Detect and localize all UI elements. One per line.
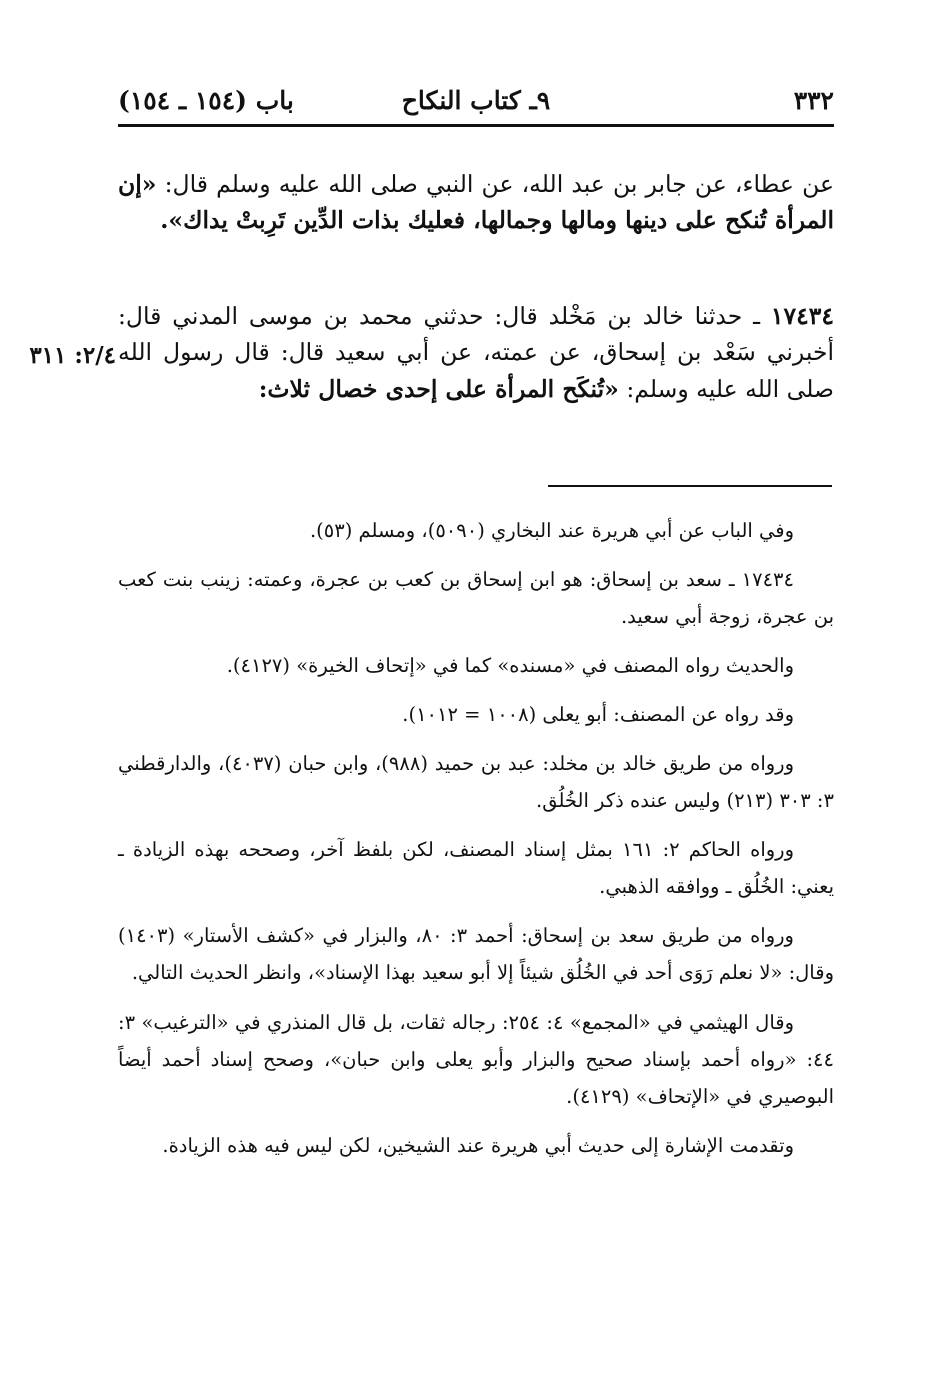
running-header: [118, 84, 834, 124]
hadith-continuation: [118, 166, 834, 239]
book-title: ٩ـ كتاب النكاح: [401, 86, 551, 115]
hadith-intro-text: عن عطاء، عن جابر بن عبد الله، عن النبي صلى الله عليه وسلم قال:: [156, 170, 834, 198]
margin-reference: ٢/٤: ٣١١: [29, 342, 116, 369]
footnotes: [118, 512, 834, 1176]
chapter-heading: باب (١٥٤ ـ ١٥٤): [118, 86, 294, 115]
footnote-paragraph: وقد رواه عن المصنف: أبو يعلى (١٠٠٨ = ١٠١٢).: [402, 703, 794, 727]
footnote-paragraph: ورواه من طريق خالد بن مخلد: عبد بن حميد (٩٨٨)، وابن حبان (٤٠٣٧)، والدارقطني ٣: ٣٠٣ (٢١٣) وليس عنده ذكر الخُلُق.: [118, 752, 834, 813]
page-number: ٣٣٢: [793, 86, 834, 115]
footnote-paragraph: ورواه الحاكم ٢: ١٦١ بمثل إسناد المصنف، لكن بلفظ آخر، وصححه بهذه الزيادة ـ يعني: الخُلُق ـ ووافقه الذهبي.: [118, 838, 834, 899]
hadith-quote: «إن المرأة تُنكح على دينها ومالها وجمالها، فعليك بذات الدِّين تَرِبتْ يداك».: [118, 170, 834, 235]
footnote-rule: [548, 485, 832, 487]
footnote-paragraph: ١٧٤٣٤ ـ سعد بن إسحاق: هو ابن إسحاق بن كعب بن عجرة، وعمته: زينب بنت كعب بن عجرة، زوجة أبي سعيد.: [118, 568, 834, 629]
hadith-chain-text: ـ حدثنا خالد بن مَخْلد قال: حدثني محمد بن موسى المدني قال: أخبرني سَعْد بن إسحاق، عن عمته، عن أبي سعيد قال: قال رسول الله صلى الله عليه وسلم:: [118, 302, 834, 403]
footnote-paragraph: ورواه من طريق سعد بن إسحاق: أحمد ٣: ٨٠، والبزار في «كشف الأستار» (١٤٠٣) وقال: «لا نعلم رَوَى أحد في الخُلُق شيئاً إلا أبو سعيد بهذا الإسناد»، وانظر الحديث التالي.: [118, 924, 834, 985]
footnote-paragraph: والحديث رواه المصنف في «مسنده» كما في «إتحاف الخيرة» (٤١٢٧).: [226, 654, 794, 678]
footnote-paragraph: وفي الباب عن أبي هريرة عند البخاري (٥٠٩٠)، ومسلم (٥٣).: [309, 519, 794, 542]
footnote-paragraph: وقال الهيثمي في «المجمع» ٤: ٢٥٤: رجاله ثقات، بل قال المنذري في «الترغيب» ٣: ٤٤: «رواه أحمد بإسناد صحيح والبزار وأبو يعلى وابن حبان»، وصحح إسناد أحمد أيضاً البوصيري في «الإتحاف» (٤١٢٩).: [118, 1010, 834, 1108]
footnote-paragraph: وتقدمت الإشارة إلى حديث أبي هريرة عند الشيخين، لكن ليس فيه هذه الزيادة.: [162, 1133, 794, 1157]
hadith-number: ١٧٤٣٤: [770, 302, 834, 330]
hadith-17434: [118, 298, 834, 407]
hadith-quote: «تُنكَح المرأة على إحدى خصال ثلاث:: [258, 374, 619, 403]
header-rule: [118, 124, 834, 127]
